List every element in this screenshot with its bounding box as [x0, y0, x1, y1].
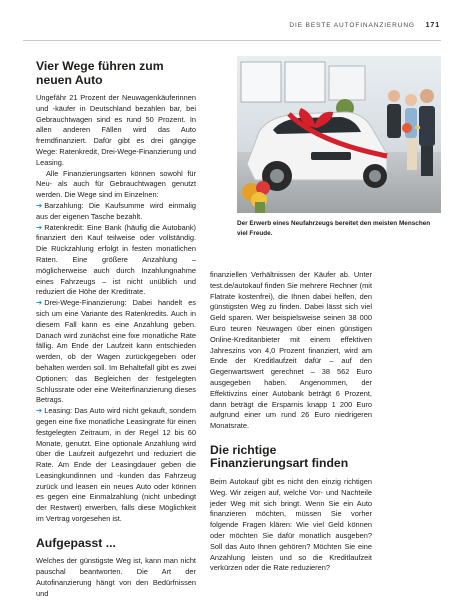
- page-number: 171: [425, 22, 440, 29]
- bullet-leasing: ➔ Leasing: Das Auto wird nicht gekauft, sondern gegen eine fixe monatliche Leasingrate für einen festgelegten Zeitraum, in der Regel 12 bis 60 Monate, genutzt. Eine optionale Anzahlung wird über die Laufzeit aufgezehrt und reduziert die Rate. Am Ende der Leasingdauer geben die Leasingkundinnen und -kunden das Fahrzeug zurück und leasen ein neues Auto oder können es gegen eine Einmalzahlung (nicht unbedingt der Restwert) erwerben, falls diese Möglichkeit im Vertrag vorgesehen ist.: [36, 406, 196, 524]
- intro-paragraph: Ungefähr 21 Prozent der Neuwagenkäuferinnen und -käufer in Deutschland bezahlen bar, bei Gebrauchtwagen sind es rund 50 Prozent. In allen anderen Fällen wird das Auto fremdfinanziert. Dafür gibt es drei gängige Wege: Ratenkredit, Drei-Wege-Finanzierung und Leasing.: [36, 93, 196, 167]
- left-column: [36, 60, 196, 600]
- aufgepasst-paragraph-continued: finanziellen Verhältnissen der Käufer ab. Unter test.de/autokauf finden Sie mehrere Rechner (mit Flatrate kostenfrei), die Ihnen dabei helfen, den günstigsten Weg zu finden. Dabei lässt sich viel Geld sparen. Wer beispielsweise seinen 38 000 Euro teuren Neuwagen über einen günstigen Online-Kreditanbieter mit einem effektiven Jahreszins von 4,0 Prozent finanziert, wird am Ende der Kreditlaufzeit dafür – auf den Gegenwartswert gerechnet – 38 562 Euro ausgegeben haben. Angenommen, der Effektivzins einer Autobank beträgt 6 Prozent, dann beträgt die Ersparnis knapp 1 200 Euro aufgrund einer um rund 26 Euro niedrigeren Monatsrate.: [210, 270, 372, 431]
- header-rule: [23, 40, 441, 41]
- heading-finanzierungsart: Die richtige Finanzierungsart finden: [210, 442, 349, 471]
- arrow-right-icon: ➔: [36, 406, 43, 416]
- running-title: DIE BESTE AUTOFINANZIERUNG: [289, 22, 415, 29]
- bullet-ratenkredit: ➔ Ratenkredit: Eine Bank (häufig die Autobank) finanziert den Kauf teilweise oder vollständig. Die Rückzahlung erfolgt in festen monatlichen Raten. Eine größere Anzahlung – möglicherweise auch durch Inzahlungnahme eines Fahrzeugs – ist nicht unüblich und reduziert die Höhe der Kreditrate.: [36, 222, 196, 297]
- arrow-right-icon: ➔: [36, 298, 43, 308]
- finden-paragraph: Beim Autokauf gibt es nicht den einzig richtigen Weg. Wir zeigen auf, welche Vor- und Nachteile jeder Weg mit sich bringt. Wenn Sie ein Auto finanzieren möchten, müssen Sie vorher folgende Fragen klären: Wie viel Geld können oder möchten Sie dafür monatlich ausgeben? Soll das Auto Ihnen gehören? Möchten Sie eine Anzahlung leisten und so die Kreditlaufzeit verkürzen oder die Rate reduzieren?: [210, 476, 372, 573]
- figure-caption: Der Erwerb eines Neufahrzeugs bereitet den meisten Menschen viel Freude.: [237, 220, 431, 237]
- aufgepasst-paragraph: Welches der günstigste Weg ist, kann man nicht pauschal beantworten. Die Art der Autofinanzierung hängt von den Bedürfnissen und: [36, 556, 196, 598]
- heading-vier-wege: Vier Wege führen zum neuen Auto: [36, 59, 164, 87]
- arrow-right-icon: ➔: [36, 200, 43, 210]
- bullet-drei-wege: ➔ Drei-Wege-Finanzierung: Dabei handelt es sich um eine Variante des Ratenkredits. Auch in diesem Fall kann es eine Anzahlung geben. Danach wird zunächst eine fixe monatliche Rate fällig. Am Ende der Laufzeit kann entschieden werden, ob der Wagen zurückgegeben oder behalten werden soll. Im Behaltefall gibt es zwei Optionen: das Begleichen der festgelegten Schlussrate oder eine Weiterfinanzierung dieses Betrags.: [36, 298, 196, 405]
- bullet-barzahlung: ➔ Barzahlung: Die Kaufsumme wird einmalig aus der eigenen Tasche bezahlt.: [36, 200, 196, 221]
- right-column: [210, 270, 372, 574]
- running-header: [289, 22, 440, 29]
- finanzierungsarten-paragraph: Alle Finanzierungsarten können sowohl für Neu- als auch für Gebrauchtwagen genutzt werden. Die Wege sind im Einzelnen:: [36, 168, 196, 200]
- car-purchase-photo: [237, 56, 441, 213]
- heading-aufgepasst: Aufgepasst ...: [36, 535, 116, 550]
- arrow-right-icon: ➔: [36, 222, 43, 232]
